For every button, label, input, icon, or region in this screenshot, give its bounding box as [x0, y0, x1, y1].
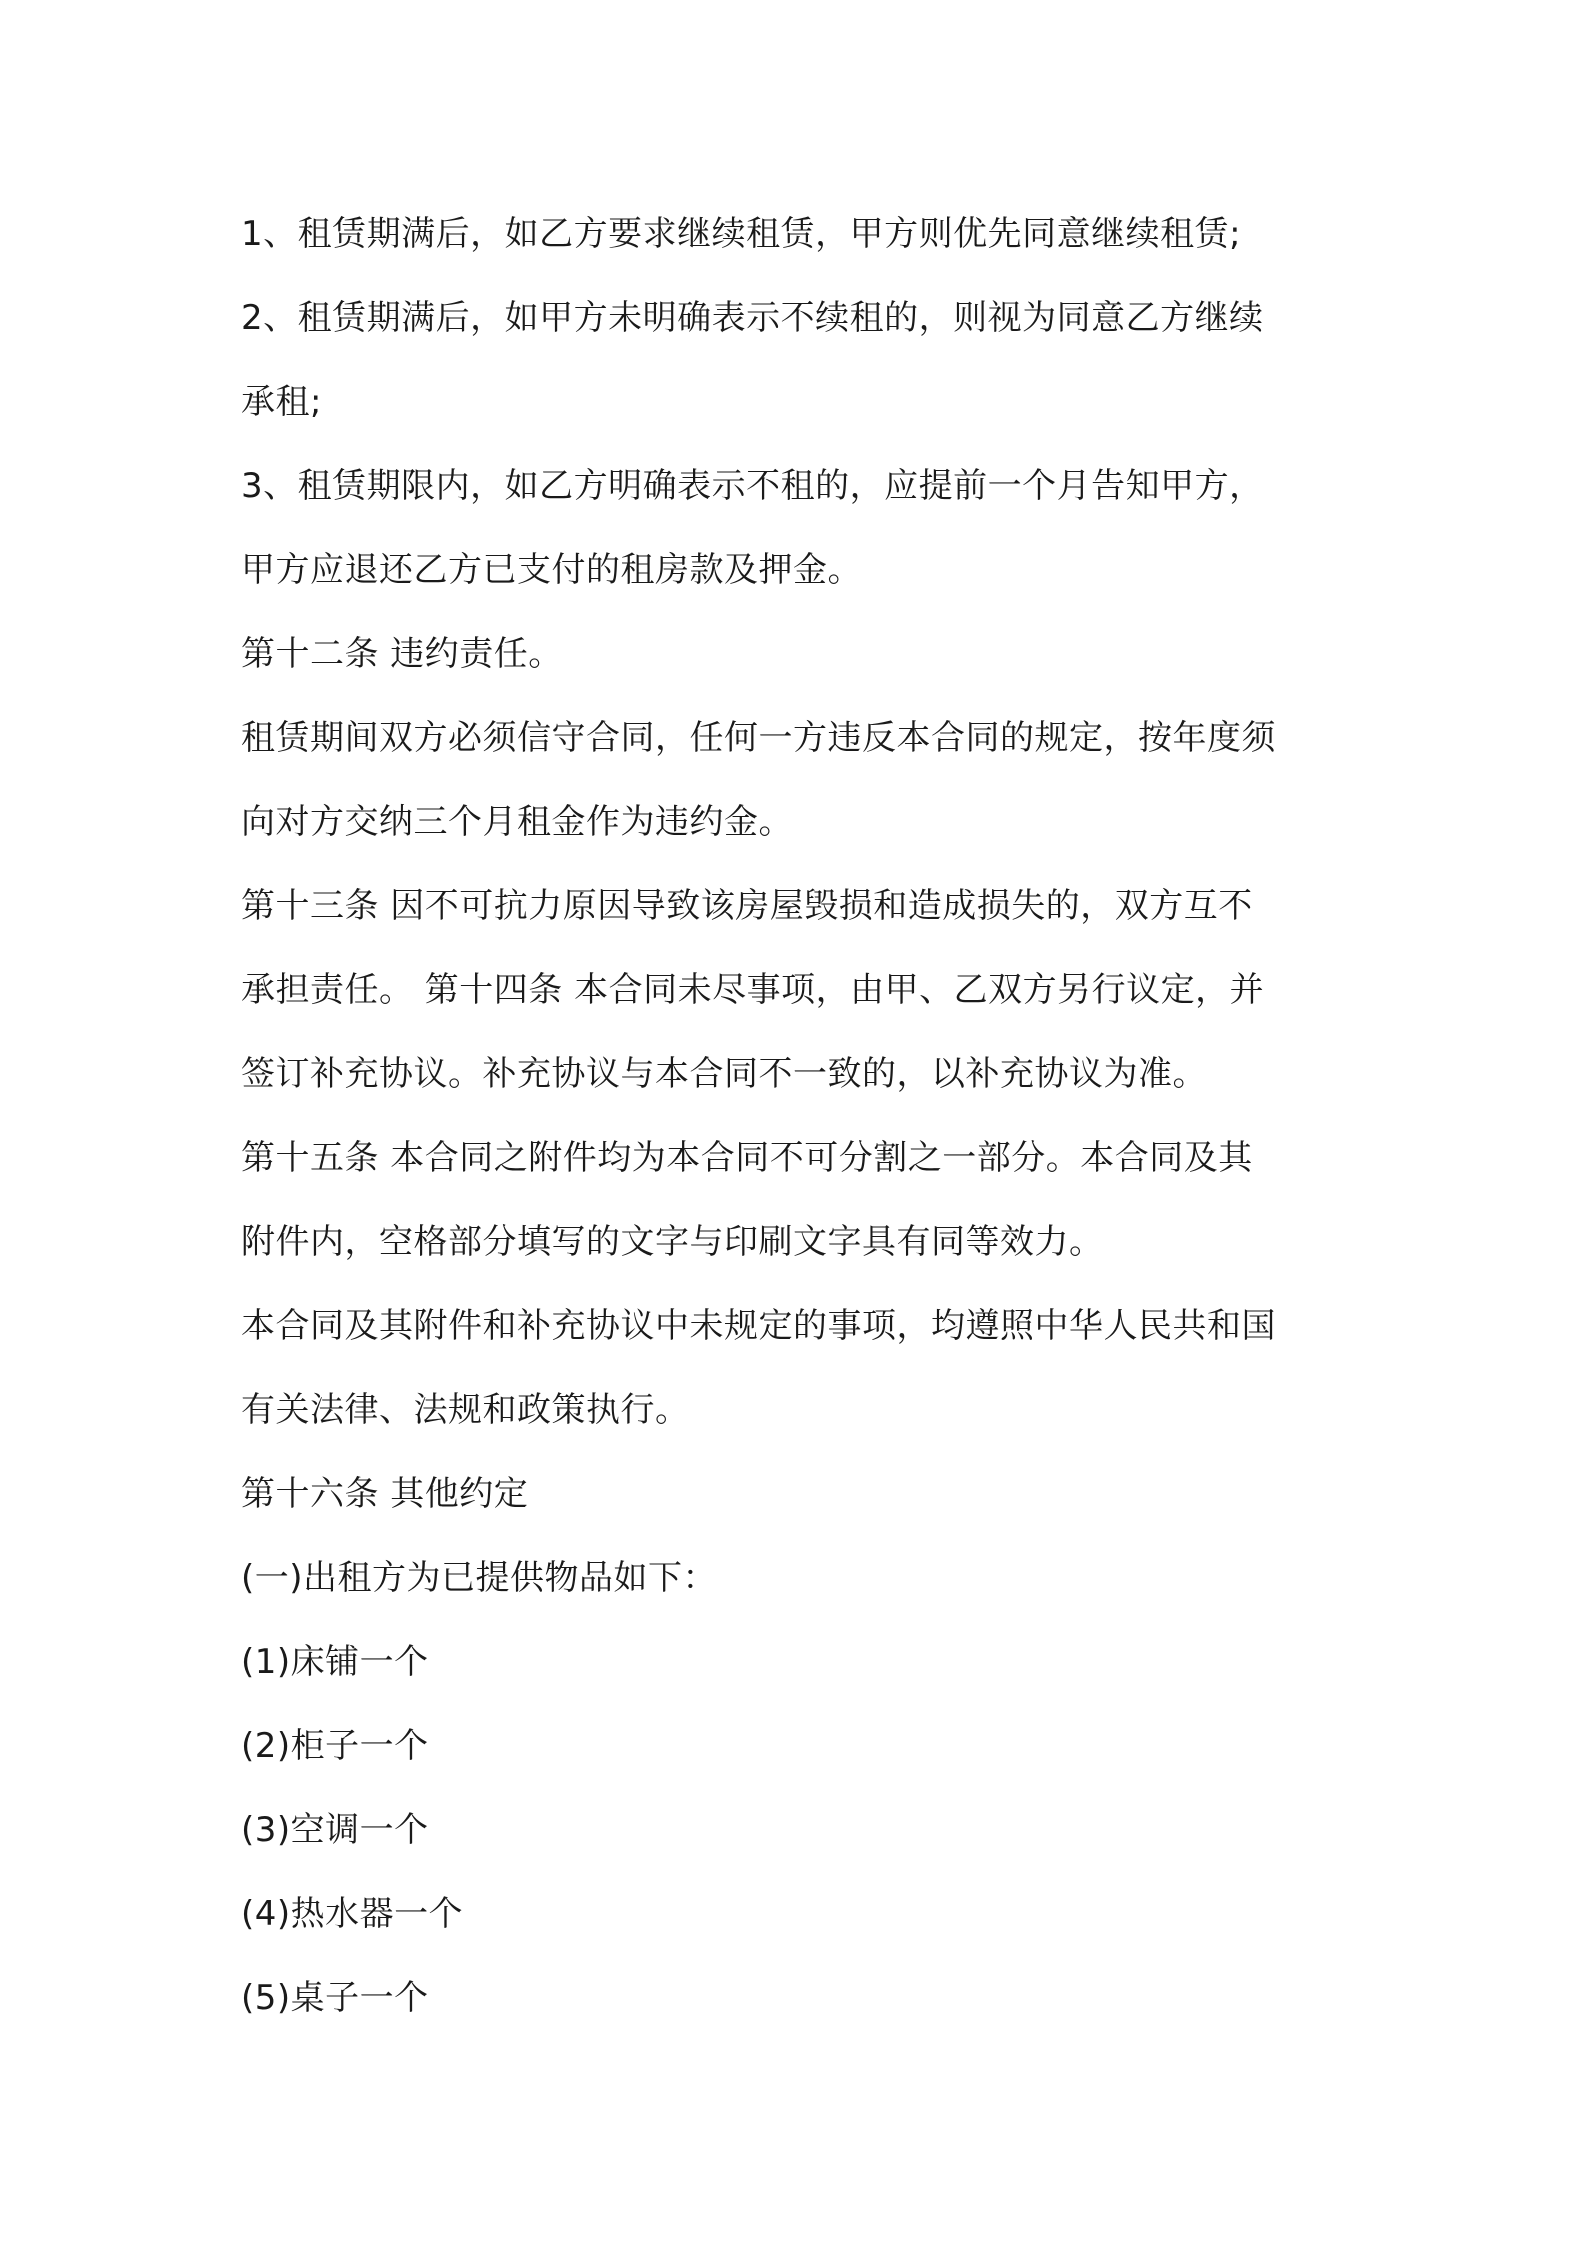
provided-item-table: (5)桌子一个	[241, 1978, 429, 2018]
clause-renewal-3-cont: 甲方应退还乙方已支付的租房款及押金。	[241, 550, 862, 590]
unregulated-matters-text: 本合同及其附件和补充协议中未规定的事项，均遵照中华人民共和国	[241, 1306, 1276, 1346]
clause-renewal-2-cont: 承租;	[241, 382, 322, 422]
article-12-text: 租赁期间双方必须信守合同，任何一方违反本合同的规定，按年度须	[241, 718, 1276, 758]
article-12-heading: 第十二条 违约责任。	[241, 634, 563, 674]
unregulated-matters-text-cont: 有关法律、法规和政策执行。	[241, 1390, 690, 1430]
article-16-heading: 第十六条 其他约定	[241, 1474, 529, 1514]
provided-item-cabinet: (2)柜子一个	[241, 1726, 429, 1766]
article-12-text-cont: 向对方交纳三个月租金作为违约金。	[241, 802, 793, 842]
article-14-text: 承担责任。 第十四条 本合同未尽事项，由甲、乙双方另行议定，并	[241, 970, 1265, 1010]
article-15-text-cont: 附件内，空格部分填写的文字与印刷文字具有同等效力。	[241, 1222, 1104, 1262]
document-body	[241, 192, 1361, 2040]
provided-item-water-heater: (4)热水器一个	[241, 1894, 464, 1934]
article-15-text: 第十五条 本合同之附件均为本合同不可分割之一部分。本合同及其	[241, 1138, 1253, 1178]
provided-item-air-conditioner: (3)空调一个	[241, 1810, 429, 1850]
clause-renewal-2: 2、租赁期满后，如甲方未明确表示不续租的，则视为同意乙方继续	[241, 298, 1264, 338]
clause-renewal-1: 1、租赁期满后，如乙方要求继续租赁，甲方则优先同意继续租赁;	[241, 214, 1242, 254]
provided-items-intro: (一)出租方为已提供物品如下：	[241, 1558, 718, 1598]
provided-item-bed: (1)床铺一个	[241, 1642, 429, 1682]
article-14-text-cont: 签订补充协议。补充协议与本合同不一致的，以补充协议为准。	[241, 1054, 1207, 1094]
clause-renewal-3: 3、租赁期限内，如乙方明确表示不租的，应提前一个月告知甲方，	[241, 466, 1264, 506]
article-13-text: 第十三条 因不可抗力原因导致该房屋毁损和造成损失的，双方互不	[241, 886, 1253, 926]
